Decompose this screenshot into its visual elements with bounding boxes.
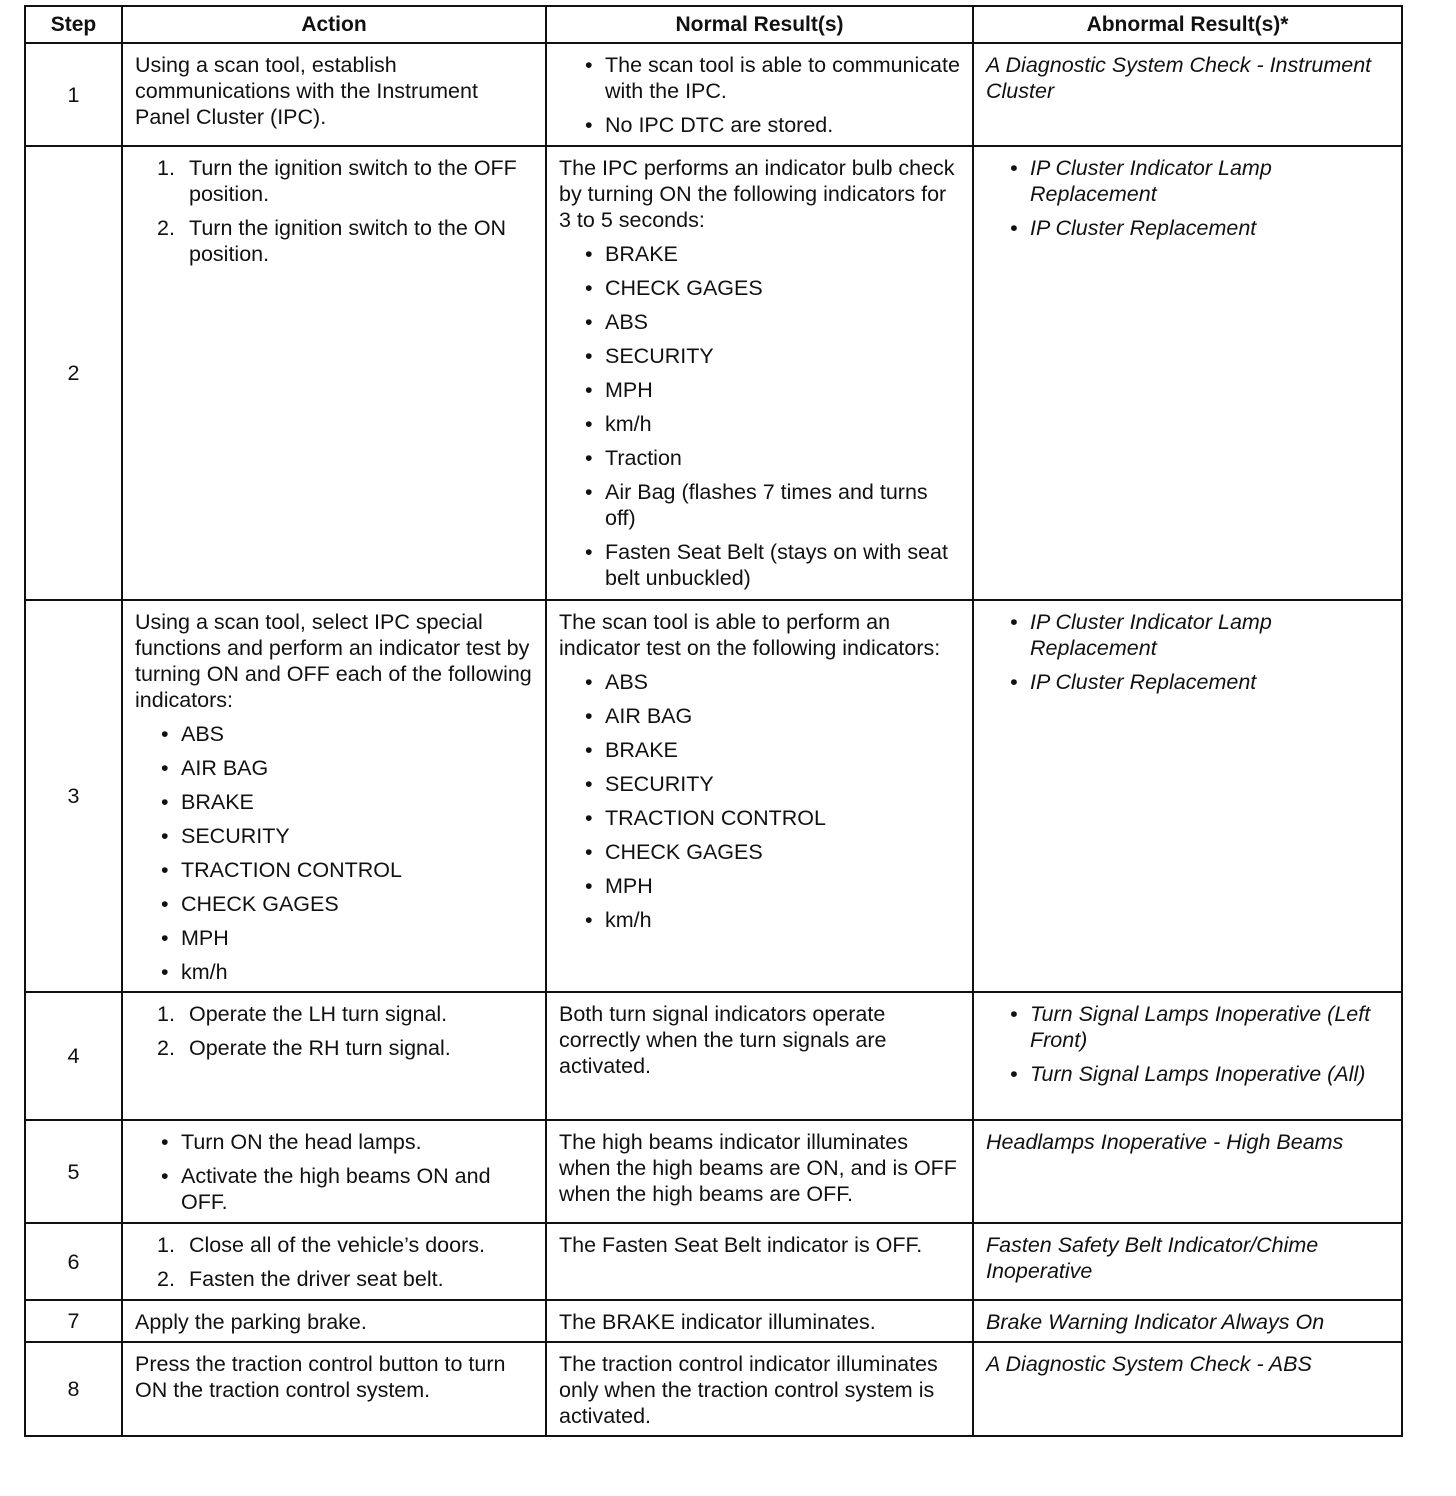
list-item: • IP Cluster Replacement (1006, 669, 1391, 695)
step-number: 5 (25, 1120, 122, 1223)
list-item: 1. Operate the LH turn signal. (157, 1002, 448, 1026)
abnormal-list (986, 1001, 1391, 1087)
action-cell (122, 1120, 546, 1223)
header-step: Step (25, 6, 122, 43)
list-item: • MPH (581, 873, 962, 899)
normal-cell (546, 1120, 973, 1223)
header-action: Action (122, 6, 546, 43)
action-list (135, 1129, 535, 1215)
list-item: 2. Fasten the driver seat belt. (157, 1267, 444, 1291)
list-item: • TRACTION CONTROL (581, 805, 962, 831)
abnormal-text: A Diagnostic System Check - Instrument Cluster (986, 53, 1372, 103)
abnormal-text: Headlamps Inoperative - High Beams (986, 1130, 1344, 1154)
normal-cell (546, 146, 973, 600)
action-steps (135, 155, 535, 267)
list-item: • km/h (581, 907, 962, 933)
list-item: • CHECK GAGES (157, 891, 535, 917)
list-item: • BRAKE (157, 789, 535, 815)
table-row (25, 1300, 1402, 1342)
normal-intro: The IPC performs an indicator bulb check by turning ON the following indicators for 3 to 5 seconds: (559, 156, 955, 232)
list-item: • AIR BAG (581, 703, 962, 729)
abnormal-cell (973, 1120, 1402, 1223)
normal-cell (546, 1223, 973, 1300)
list-item: • Turn Signal Lamps Inoperative (Left Front) (1006, 1001, 1391, 1053)
action-cell (122, 1300, 546, 1342)
action-steps (135, 1001, 535, 1061)
header-row (25, 6, 1402, 43)
step-text: Fasten the driver seat belt. (189, 1267, 444, 1291)
list-item: • ABS (581, 309, 962, 335)
list-item: • Turn Signal Lamps Inoperative (All) (1006, 1061, 1391, 1087)
list-item: • IP Cluster Indicator Lamp Replacement (1006, 609, 1391, 661)
list-item: • BRAKE (581, 241, 962, 267)
table-row (25, 1223, 1402, 1300)
list-item: • Air Bag (flashes 7 times and turns off) (581, 479, 962, 531)
list-item: • SECURITY (581, 771, 962, 797)
action-cell (122, 146, 546, 600)
normal-text: The high beams indicator illuminates when the high beams are ON, and is OFF when the high beams are OFF. (559, 1130, 957, 1206)
list-item: • CHECK GAGES (581, 839, 962, 865)
list-item: • km/h (157, 959, 535, 985)
action-cell (122, 1223, 546, 1300)
abnormal-text: Brake Warning Indicator Always On (986, 1310, 1325, 1334)
action-cell (122, 43, 546, 146)
normal-text: The BRAKE indicator illuminates. (559, 1310, 876, 1334)
table-row (25, 146, 1402, 600)
list-item: • TRACTION CONTROL (157, 857, 535, 883)
list-item: • MPH (157, 925, 535, 951)
diagnostic-table (24, 5, 1403, 1437)
table-row (25, 600, 1402, 992)
list-item: 2. Turn the ignition switch to the ON position. (157, 216, 507, 266)
step-number: 2 (25, 146, 122, 600)
abnormal-text: A Diagnostic System Check - ABS (986, 1352, 1312, 1376)
abnormal-cell (973, 43, 1402, 146)
table-row (25, 43, 1402, 146)
abnormal-list (986, 155, 1391, 241)
list-item: • km/h (581, 411, 962, 437)
action-cell (122, 992, 546, 1120)
normal-text: The Fasten Seat Belt indicator is OFF. (559, 1233, 923, 1257)
normal-list (559, 669, 962, 933)
list-item: • IP Cluster Replacement (1006, 215, 1391, 241)
normal-list (559, 52, 962, 138)
normal-text: The traction control indicator illuminates only when the traction control system is activated. (559, 1352, 938, 1428)
abnormal-cell (973, 1223, 1402, 1300)
step-text: Turn the ignition switch to the OFF position. (189, 156, 517, 206)
list-item: • BRAKE (581, 737, 962, 763)
list-item: • Activate the high beams ON and OFF. (157, 1163, 535, 1215)
step-text: Operate the RH turn signal. (189, 1036, 451, 1060)
header-abnormal: Abnormal Result(s)* (973, 6, 1402, 43)
action-cell (122, 600, 546, 992)
normal-cell (546, 600, 973, 992)
list-item: • IP Cluster Indicator Lamp Replacement (1006, 155, 1391, 207)
step-text: Turn the ignition switch to the ON position. (189, 216, 507, 266)
list-item: • AIR BAG (157, 755, 535, 781)
step-number: 7 (25, 1300, 122, 1342)
normal-text: Both turn signal indicators operate correctly when the turn signals are activated. (559, 1002, 887, 1078)
step-text: Operate the LH turn signal. (189, 1002, 448, 1026)
abnormal-cell (973, 1300, 1402, 1342)
action-intro: Using a scan tool, select IPC special functions and perform an indicator test by turning ON and OFF each of the following indicators: (135, 610, 532, 712)
list-item: 1. Close all of the vehicle’s doors. (157, 1233, 485, 1257)
step-number: 3 (25, 600, 122, 992)
abnormal-text: Fasten Safety Belt Indicator/Chime Inoperative (986, 1233, 1319, 1283)
list-item: 2. Operate the RH turn signal. (157, 1036, 451, 1060)
action-cell (122, 1342, 546, 1436)
list-item: 1. Turn the ignition switch to the OFF position. (157, 156, 517, 206)
list-item: • Traction (581, 445, 962, 471)
list-item: • ABS (581, 669, 962, 695)
step-number: 6 (25, 1223, 122, 1300)
table-row (25, 992, 1402, 1120)
list-item: • MPH (581, 377, 962, 403)
abnormal-cell (973, 600, 1402, 992)
abnormal-cell (973, 146, 1402, 600)
action-steps (135, 1232, 535, 1292)
list-item: • Turn ON the head lamps. (157, 1129, 535, 1155)
abnormal-cell (973, 1342, 1402, 1436)
normal-cell (546, 43, 973, 146)
abnormal-cell (973, 992, 1402, 1120)
header-normal: Normal Result(s) (546, 6, 973, 43)
list-item: • CHECK GAGES (581, 275, 962, 301)
normal-intro: The scan tool is able to perform an indicator test on the following indicators: (559, 610, 941, 660)
action-list (135, 721, 535, 985)
step-number: 1 (25, 43, 122, 146)
list-item: • Fasten Seat Belt (stays on with seat belt unbuckled) (581, 539, 962, 591)
action-text: Press the traction control button to turn ON the traction control system. (135, 1352, 506, 1402)
action-text: Apply the parking brake. (135, 1310, 367, 1334)
list-item: • SECURITY (581, 343, 962, 369)
list-item: • The scan tool is able to communicate with the IPC. (581, 52, 962, 104)
table-row (25, 1120, 1402, 1223)
list-item: • SECURITY (157, 823, 535, 849)
action-text: Using a scan tool, establish communications with the Instrument Panel Cluster (IPC). (135, 53, 478, 129)
step-number: 8 (25, 1342, 122, 1436)
step-text: Close all of the vehicle’s doors. (189, 1233, 485, 1257)
list-item: • ABS (157, 721, 535, 747)
list-item: • No IPC DTC are stored. (581, 112, 962, 138)
normal-cell (546, 1300, 973, 1342)
table-row (25, 1342, 1402, 1436)
step-number: 4 (25, 992, 122, 1120)
abnormal-list (986, 609, 1391, 695)
normal-list (559, 241, 962, 591)
normal-cell (546, 1342, 973, 1436)
normal-cell (546, 992, 973, 1120)
